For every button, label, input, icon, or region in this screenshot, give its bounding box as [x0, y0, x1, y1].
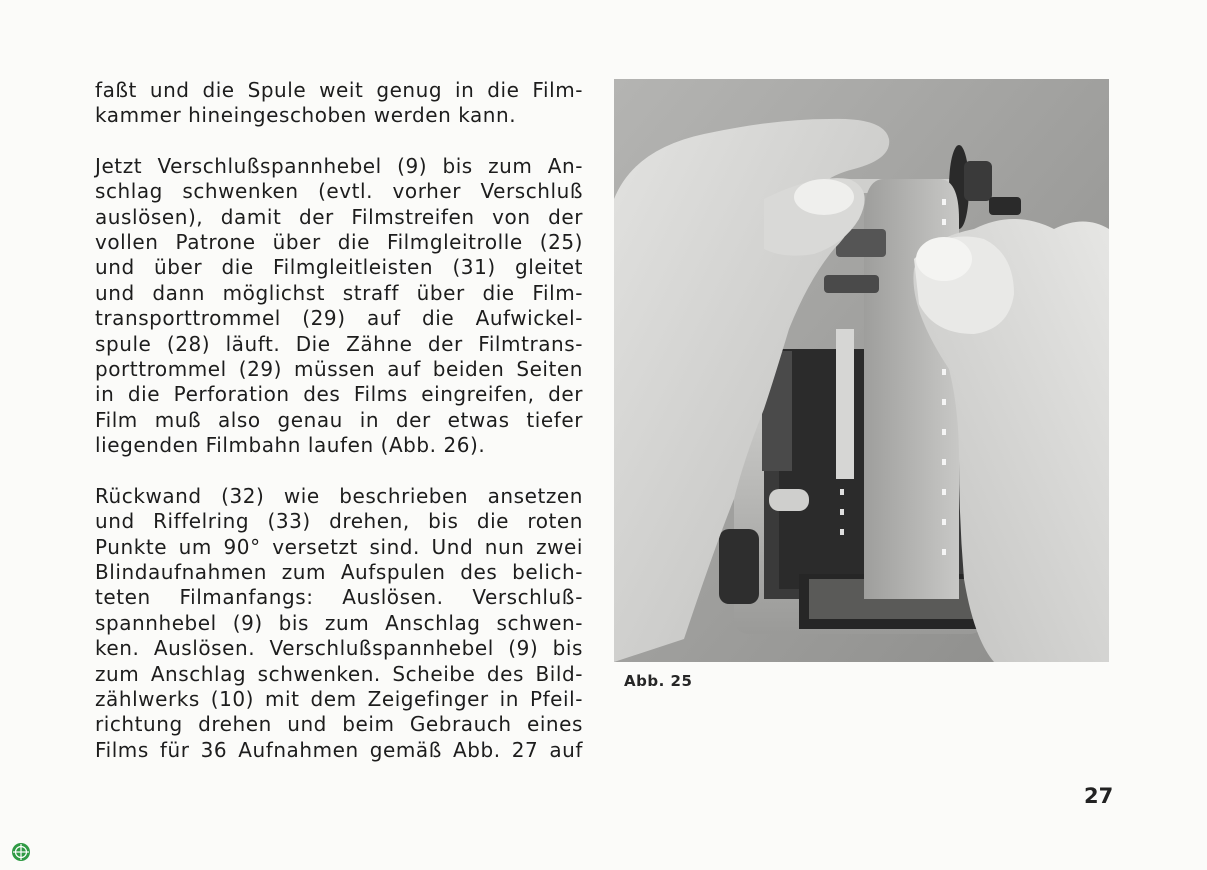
page-number: 27	[1084, 784, 1114, 808]
text-line: vollen Patrone über die Filmgleitrolle (25)	[95, 230, 583, 255]
text-line: faßt und die Spule weit genug in die Film-	[95, 78, 583, 102]
text-line: und Riffelring (33) drehen, bis die roten	[95, 509, 583, 534]
text-line: transporttrommel (29) auf die Aufwickel-	[95, 306, 583, 331]
text-line: auslösen), damit der Filmstreifen von der	[95, 204, 583, 229]
text-line: Blindaufnahmen zum Aufspulen des belich-	[95, 559, 583, 584]
text-line: in die Perforation des Films eingreifen, der	[95, 382, 583, 407]
camera-film-loading-illustration	[614, 79, 1109, 662]
body-text	[95, 78, 583, 763]
text-line: Punkte um 90° versetzt sind. Und nun zwei	[95, 534, 583, 559]
globe-icon	[11, 842, 31, 862]
text-line: ken. Auslösen. Verschlußspannhebel (9) bis	[95, 636, 583, 661]
text-line: und dann möglichst straff über die Film-	[95, 280, 583, 305]
text-line: Rückwand (32) wie beschrieben ansetzen	[95, 483, 583, 508]
text-line: Film muß also genau in der etwas tiefer	[95, 407, 583, 432]
text-line: teten Filmanfangs: Auslösen. Verschluß-	[95, 585, 583, 610]
text-line: zum Anschlag schwenken. Scheibe des Bild-	[95, 661, 583, 686]
paragraph-1	[95, 78, 583, 129]
text-line: Films für 36 Aufnahmen gemäß Abb. 27 auf	[95, 737, 583, 762]
figure-photo	[614, 79, 1109, 662]
paragraph-3	[95, 484, 583, 763]
figure-caption: Abb. 25	[624, 672, 693, 690]
text-line: schlag schwenken (evtl. vorher Verschluß	[95, 179, 583, 204]
paragraph-2	[95, 154, 583, 459]
text-line: Jetzt Verschlußspannhebel (9) bis zum An-	[95, 153, 583, 178]
text-line: spule (28) läuft. Die Zähne der Filmtrans-	[95, 331, 583, 356]
text-line: spannhebel (9) bis zum Anschlag schwen-	[95, 610, 583, 635]
text-line: liegenden Filmbahn laufen (Abb. 26).	[95, 433, 486, 458]
text-line: kammer hineingeschoben werden kann.	[95, 103, 517, 128]
text-line: richtung drehen und beim Gebrauch eines	[95, 712, 583, 737]
text-line: porttrommel (29) müssen auf beiden Seiten	[95, 357, 583, 382]
text-line: zählwerks (10) mit dem Zeigefinger in Pfeil-	[95, 686, 583, 711]
text-line: und über die Filmgleitleisten (31) gleitet	[95, 255, 583, 280]
